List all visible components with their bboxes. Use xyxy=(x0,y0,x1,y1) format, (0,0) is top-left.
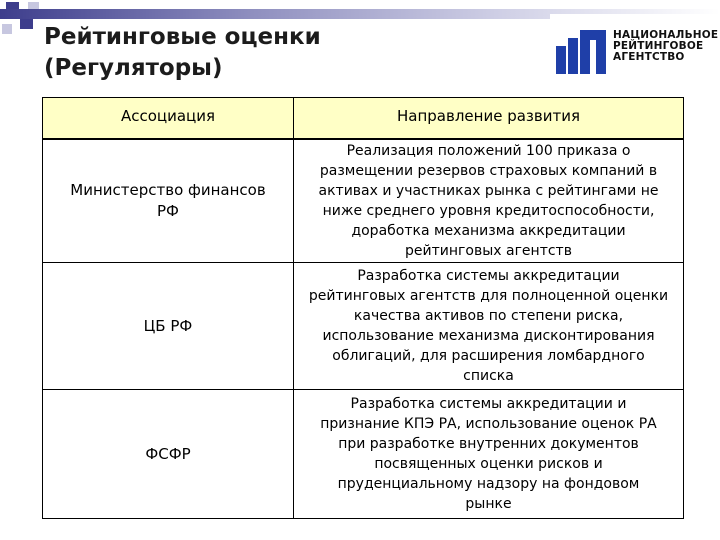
table-header xyxy=(43,98,683,138)
direction-line: доработка механизма аккредитации xyxy=(351,223,626,239)
direction-line: Реализация положений 100 приказа о xyxy=(346,143,631,159)
corner-square xyxy=(2,24,12,34)
direction-line: признание КПЭ РА, использование оценок РА xyxy=(320,416,657,432)
direction-line: ниже среднего уровня кредитоспособности, xyxy=(322,203,655,219)
direction-line: рейтинговых агентств для полноценной оценки xyxy=(308,288,669,304)
direction-cell xyxy=(293,263,683,389)
association-cell xyxy=(43,390,293,518)
logo-line: АГЕНТСТВО xyxy=(613,51,685,63)
direction-line: списка xyxy=(463,368,514,384)
table-row xyxy=(43,140,683,262)
title-line: (Регуляторы) xyxy=(44,55,223,81)
direction-line: пруденциальному надзору на фондовом xyxy=(337,476,640,492)
direction-line: размещении резервов страховых компаний в xyxy=(319,163,658,179)
logo-line: РЕЙТИНГОВОЕ xyxy=(613,40,704,52)
direction-line: использование механизма дисконтирования xyxy=(322,328,655,344)
logo-text xyxy=(613,30,718,63)
table-row xyxy=(43,390,683,518)
association-line: ФСФР xyxy=(145,444,191,463)
table-row xyxy=(43,263,683,389)
direction-cell xyxy=(293,390,683,518)
direction-line: активах и участниках рынка с рейтингами не xyxy=(318,183,659,199)
direction-line: при разработке внутренних документов xyxy=(338,436,639,452)
association-line: РФ xyxy=(157,202,179,220)
direction-line: рынке xyxy=(465,496,512,512)
direction-line: Разработка системы аккредитации и xyxy=(350,396,627,412)
association-cell xyxy=(43,263,293,389)
association-cell xyxy=(43,140,293,262)
association-line: ЦБ РФ xyxy=(143,316,193,335)
direction-line: качества активов по степени риска, xyxy=(353,308,624,324)
title-line: Рейтинговые оценки xyxy=(44,24,321,50)
regulators-table xyxy=(42,97,684,519)
direction-line: Разработка системы аккредитации xyxy=(357,268,620,284)
slide-title xyxy=(44,22,321,84)
association-line: Министерство финансов xyxy=(70,181,266,199)
header-direction: Направление развития xyxy=(293,98,683,138)
direction-line: посвященных оценки рисков и xyxy=(374,456,603,472)
header-association: Ассоциация xyxy=(120,107,216,125)
direction-cell xyxy=(293,140,683,262)
direction-line: рейтинговых агентств xyxy=(405,243,572,259)
direction-line: облигаций, для расширения ломбардного xyxy=(332,348,645,364)
logo-line: НАЦИОНАЛЬНОЕ xyxy=(613,29,719,41)
